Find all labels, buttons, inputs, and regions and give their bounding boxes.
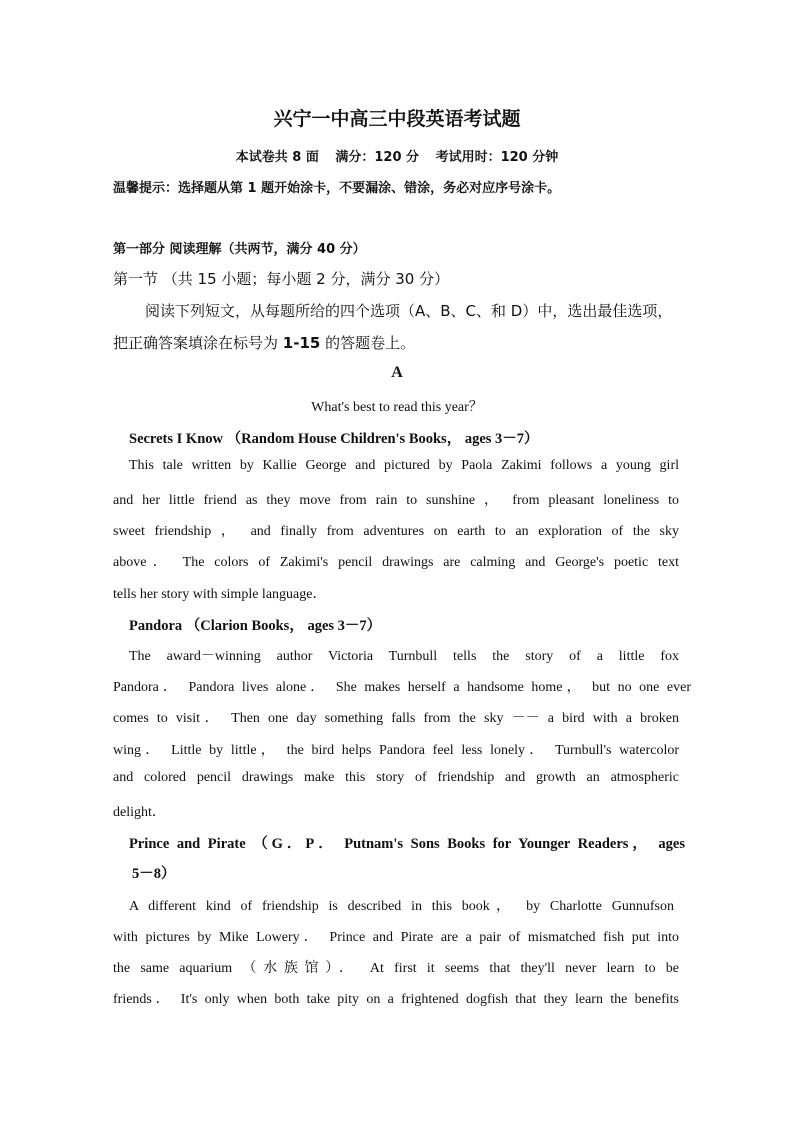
instruction-text: 把正确答案填涂在标号为 [113, 334, 283, 352]
full-score: 满分：120 分 [335, 150, 420, 165]
instruction-line-1: 阅读下列短文，从每题所给的四个选项（A、B、C、和 D）中，选出最佳选项， [145, 302, 673, 320]
book-heading: Prince and Pirate （G．P． Putnam's Sons Books for Younger Readers， ages [129, 836, 685, 852]
page-count: 本试卷共 8 面 [235, 150, 319, 165]
text-line: comes to visit． Then one day something falls from the sky －－ a bird with a broken [113, 711, 679, 726]
book-heading: Secrets I Know （Random House Children's Books， ages 3－7） [129, 431, 539, 447]
text-line: the same aquarium （水族馆）． At first it seems that they'll never learn to be [113, 961, 679, 976]
text-line: with pictures by Mike Lowery． Prince and Pirate are a pair of mismatched fish put into [113, 930, 679, 945]
text-line: A different kind of friendship is described in this book， by Charlotte Gunnufson [129, 899, 674, 914]
text-line: above． The colors of Zakimi's pencil drawings are calming and George's poetic text [113, 555, 679, 570]
book-heading-continued: 5－8） [132, 866, 176, 882]
text-line: and colored pencil drawings make this story of friendship and growth an atmospheric [113, 770, 679, 785]
exam-title: 兴宁一中高三中段英语考试题 [273, 108, 521, 130]
text-line: The award－winning author Victoria Turnbull tells the story of a little fox [129, 649, 679, 664]
book-heading: Pandora （Clarion Books， ages 3－7） [129, 618, 382, 634]
text-line: sweet friendship ， and finally from adventures on earth to an exploration of the sky [113, 524, 679, 539]
question-range: 1-15 [282, 334, 321, 352]
exam-time: 考试用时：120 分钟 [435, 150, 559, 165]
part-heading: 第一部分 阅读理解（共两节，满分 40 分） [113, 242, 366, 257]
section-heading: 第一节 （共 15 小题；每小题 2 分，满分 30 分） [113, 270, 450, 288]
exam-info [0, 146, 794, 165]
instruction-line-2 [113, 332, 415, 353]
text-line: Pandora． Pandora lives alone． She makes herself a handsome home， but no one ever [113, 680, 691, 695]
warm-tip: 温馨提示：选择题从第 1 题开始涂卡，不要漏涂、错涂，务必对应序号涂卡。 [113, 181, 561, 196]
text-line: wing． Little by little， the bird helps Pandora feel less lonely． Turnbull's watercolor [113, 743, 679, 758]
passage-label: A [391, 364, 403, 381]
text-line: This tale written by Kallie George and pictured by Paola Zakimi follows a young girl [129, 458, 679, 473]
text-line: and her little friend as they move from rain to sunshine ， from pleasant loneliness to [113, 493, 679, 508]
text-line: tells her story with simple language． [113, 587, 327, 602]
text-line: delight． [113, 805, 166, 820]
passage-title: What's best to read this year？ [311, 400, 483, 415]
instruction-text-end: 的答题卷上。 [320, 334, 416, 352]
text-line: friends． It's only when both take pity on a frightened dogfish that they learn the benefits [113, 992, 679, 1007]
